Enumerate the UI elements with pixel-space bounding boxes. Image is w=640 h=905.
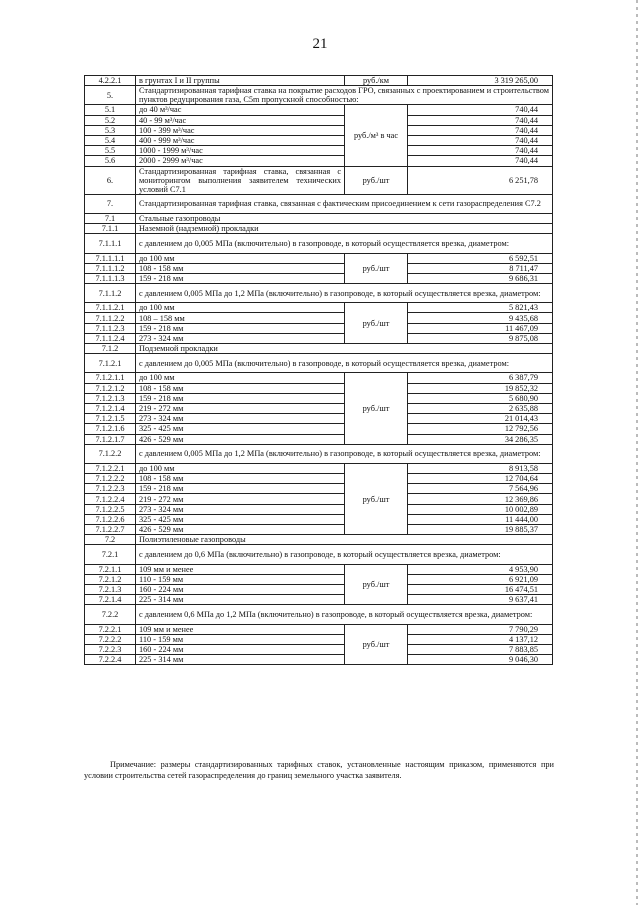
- row-value: 740,44: [408, 105, 553, 115]
- row-value: 7 790,29: [408, 624, 553, 634]
- table-row: [85, 595, 553, 605]
- row-code: 7.1.2.1.5: [85, 414, 136, 424]
- row-description: 325 - 425 мм: [136, 424, 345, 434]
- row-description: 108 - 158 мм: [136, 474, 345, 484]
- row-description: 400 - 999 м³/час: [136, 135, 345, 145]
- row-code: 7.: [85, 194, 136, 213]
- table-row: [85, 535, 553, 545]
- row-unit: руб./шт: [345, 564, 408, 605]
- row-code: 7.2.1.2: [85, 574, 136, 584]
- row-code: 7.1.2.2.2: [85, 474, 136, 484]
- row-value: 7 564,96: [408, 484, 553, 494]
- row-code: 7.2.2.2: [85, 634, 136, 644]
- row-code: 7.1.2.2.6: [85, 514, 136, 524]
- row-description: 159 - 218 мм: [136, 273, 345, 283]
- table-row: [85, 86, 553, 105]
- row-description: 100 - 399 м³/час: [136, 125, 345, 135]
- section-heading: с давлением 0,005 МПа до 1,2 МПа (включительно) в газопроводе, в который осуществляется врезка, диаметром:: [136, 444, 553, 463]
- table-row: [85, 504, 553, 514]
- row-description: 159 - 218 мм: [136, 393, 345, 403]
- table-row: [85, 166, 553, 194]
- section-heading: Наземной (надземной) прокладки: [136, 224, 553, 234]
- row-code: 7.1.1: [85, 224, 136, 234]
- row-value: 740,44: [408, 146, 553, 156]
- row-description: 219 - 272 мм: [136, 403, 345, 413]
- table-row: [85, 424, 553, 434]
- row-value: 9 686,31: [408, 273, 553, 283]
- row-description: 159 - 218 мм: [136, 323, 345, 333]
- row-description: 160 - 224 мм: [136, 584, 345, 594]
- row-code: 7.1.2.1.1: [85, 373, 136, 383]
- row-description: 2000 - 2999 м³/час: [136, 156, 345, 166]
- section-heading: Подземной прокладки: [136, 344, 553, 354]
- row-unit: руб./шт: [345, 463, 408, 534]
- row-description: Стандартизированная тарифная ставка, связанная с мониторингом выполнения заявителем технических условий С7.1: [136, 166, 345, 194]
- row-value: 6 921,09: [408, 574, 553, 584]
- page-number: 21: [312, 36, 328, 52]
- section-heading: Стандартизированная тарифная ставка на покрытие расходов ГРО, связанных с проектированием и строительством пунктов редуцирования газа, С5m пропускной способностью:: [136, 86, 553, 105]
- row-code: 7.1.1.1: [85, 234, 136, 253]
- row-code: 7.2.2: [85, 605, 136, 624]
- row-unit: руб./шт: [345, 303, 408, 344]
- row-description: 160 - 224 мм: [136, 644, 345, 654]
- row-value: 12 369,86: [408, 494, 553, 504]
- row-description: 426 - 529 мм: [136, 525, 345, 535]
- row-description: 273 - 324 мм: [136, 414, 345, 424]
- row-value: 740,44: [408, 115, 553, 125]
- table-row: [85, 434, 553, 444]
- section-heading: с давлением 0,6 МПа до 1,2 МПа (включительно) в газопроводе, в который осуществляется врезка, диаметром:: [136, 605, 553, 624]
- row-code: 7.1.2.2.1: [85, 463, 136, 473]
- row-value: 12 704,64: [408, 474, 553, 484]
- table-row: [85, 333, 553, 343]
- row-code: 5.5: [85, 146, 136, 156]
- row-description: 110 - 159 мм: [136, 574, 345, 584]
- row-description: до 100 мм: [136, 303, 345, 313]
- row-code: 7.2: [85, 535, 136, 545]
- row-value: 11 467,09: [408, 323, 553, 333]
- table-row: [85, 463, 553, 473]
- table-row: [85, 156, 553, 166]
- table-row: [85, 146, 553, 156]
- table-row: [85, 213, 553, 223]
- row-code: 7.2.2.1: [85, 624, 136, 634]
- row-code: 7.1: [85, 213, 136, 223]
- section-heading: с давлением до 0,005 МПа (включительно) в газопроводе, в который осуществляется врезка, диаметром:: [136, 354, 553, 373]
- table-row: [85, 444, 553, 463]
- row-description: до 100 мм: [136, 463, 345, 473]
- row-description: до 40 м³/час: [136, 105, 345, 115]
- row-code: 7.2.2.4: [85, 655, 136, 665]
- row-value: 8 711,47: [408, 263, 553, 273]
- row-description: 1000 - 1999 м³/час: [136, 146, 345, 156]
- row-code: 7.1.2.1: [85, 354, 136, 373]
- table-row: [85, 514, 553, 524]
- row-code: 7.1.1.2.2: [85, 313, 136, 323]
- table-row: [85, 393, 553, 403]
- row-description: 108 - 158 мм: [136, 263, 345, 273]
- table-row: [85, 273, 553, 283]
- row-code: 7.1.1.2.1: [85, 303, 136, 313]
- table-row: [85, 135, 553, 145]
- table-row: [85, 624, 553, 634]
- row-code: 5.3: [85, 125, 136, 135]
- row-code: 7.1.2.1.2: [85, 383, 136, 393]
- row-code: 7.1.2: [85, 344, 136, 354]
- row-code: 7.1.1.1.1: [85, 253, 136, 263]
- table-row: [85, 545, 553, 564]
- table-row: [85, 224, 553, 234]
- row-value: 11 444,00: [408, 514, 553, 524]
- row-code: 5.4: [85, 135, 136, 145]
- section-heading: с давлением 0,005 МПа до 1,2 МПа (включительно) в газопроводе, в который осуществляется врезка, диаметром:: [136, 284, 553, 303]
- row-value: 740,44: [408, 135, 553, 145]
- row-value: 7 883,85: [408, 644, 553, 654]
- row-value: 6 387,79: [408, 373, 553, 383]
- table-row: [85, 574, 553, 584]
- row-description: 225 - 314 мм: [136, 595, 345, 605]
- table-row: [85, 525, 553, 535]
- row-description: 108 - 158 мм: [136, 383, 345, 393]
- row-description: до 100 мм: [136, 253, 345, 263]
- row-description: 40 - 99 м³/час: [136, 115, 345, 125]
- row-code: 7.1.2.2.4: [85, 494, 136, 504]
- row-value: 19 885,37: [408, 525, 553, 535]
- row-code: 7.2.1: [85, 545, 136, 564]
- row-unit: руб./м³ в час: [345, 105, 408, 166]
- row-code: 7.2.1.4: [85, 595, 136, 605]
- row-description: 219 - 272 мм: [136, 494, 345, 504]
- table-row: [85, 125, 553, 135]
- table-row: [85, 655, 553, 665]
- table-row: [85, 76, 553, 86]
- row-value: 6 592,51: [408, 253, 553, 263]
- row-value: 34 286,35: [408, 434, 553, 444]
- table-row: [85, 344, 553, 354]
- row-value: 9 637,41: [408, 595, 553, 605]
- row-unit: руб./км: [345, 76, 408, 86]
- row-value: 4 953,90: [408, 564, 553, 574]
- table-row: [85, 584, 553, 594]
- row-value: 3 319 265,00: [408, 76, 553, 86]
- section-heading: Стандартизированная тарифная ставка, связанная с фактическим присоединением к сети газораспределения С7.2: [136, 194, 553, 213]
- row-value: 740,44: [408, 156, 553, 166]
- row-description: 159 - 218 мм: [136, 484, 345, 494]
- tariff-table: [84, 75, 553, 665]
- row-value: 9 435,68: [408, 313, 553, 323]
- table-row: [85, 253, 553, 263]
- row-code: 7.1.2.2: [85, 444, 136, 463]
- table-row: [85, 605, 553, 624]
- row-value: 19 852,32: [408, 383, 553, 393]
- row-description: 108 – 158 мм: [136, 313, 345, 323]
- row-code: 7.1.2.2.5: [85, 504, 136, 514]
- row-value: 12 792,56: [408, 424, 553, 434]
- row-code: 7.1.2.2.3: [85, 484, 136, 494]
- row-description: 110 - 159 мм: [136, 634, 345, 644]
- row-code: 7.1.2.1.7: [85, 434, 136, 444]
- table-row: [85, 494, 553, 504]
- table-row: [85, 194, 553, 213]
- row-code: 7.1.2.1.3: [85, 393, 136, 403]
- row-value: 2 635,88: [408, 403, 553, 413]
- row-code: 7.2.1.3: [85, 584, 136, 594]
- table-row: [85, 284, 553, 303]
- table-row: [85, 564, 553, 574]
- row-description: 225 - 314 мм: [136, 655, 345, 665]
- row-code: 7.2.2.3: [85, 644, 136, 654]
- footnote: Примечание: размеры стандартизированных тарифных ставок, установленные настоящим приказом, применяются при условии строительства сетей газораспределения до границ земельного участка заявителя.: [84, 760, 554, 780]
- row-code: 5.6: [85, 156, 136, 166]
- table-row: [85, 354, 553, 373]
- table-row: [85, 403, 553, 413]
- row-code: 4.2.2.1: [85, 76, 136, 86]
- row-code: 6.: [85, 166, 136, 194]
- table-row: [85, 474, 553, 484]
- row-unit: руб./шт: [345, 624, 408, 665]
- row-value: 5 821,43: [408, 303, 553, 313]
- row-value: 740,44: [408, 125, 553, 135]
- table-row: [85, 373, 553, 383]
- row-value: 9 875,08: [408, 333, 553, 343]
- row-value: 5 680,90: [408, 393, 553, 403]
- table-row: [85, 115, 553, 125]
- row-code: 7.1.1.1.2: [85, 263, 136, 273]
- section-heading: Стальные газопроводы: [136, 213, 553, 223]
- table-row: [85, 234, 553, 253]
- row-unit: руб./шт: [345, 166, 408, 194]
- row-code: 7.1.2.1.4: [85, 403, 136, 413]
- scan-edge: [636, 0, 638, 905]
- row-value: 8 913,58: [408, 463, 553, 473]
- table-row: [85, 303, 553, 313]
- row-description: 426 - 529 мм: [136, 434, 345, 444]
- row-code: 7.1.1.1.3: [85, 273, 136, 283]
- row-value: 6 251,78: [408, 166, 553, 194]
- table-row: [85, 105, 553, 115]
- table-row: [85, 484, 553, 494]
- row-description: 109 мм и менее: [136, 564, 345, 574]
- section-heading: с давлением до 0,005 МПа (включительно) в газопроводе, в который осуществляется врезка, диаметром:: [136, 234, 553, 253]
- row-code: 5.: [85, 86, 136, 105]
- row-description: 273 - 324 мм: [136, 333, 345, 343]
- row-code: 5.2: [85, 115, 136, 125]
- row-code: 7.1.2.1.6: [85, 424, 136, 434]
- row-code: 7.1.1.2.4: [85, 333, 136, 343]
- row-value: 9 046,30: [408, 655, 553, 665]
- row-unit: руб./шт: [345, 373, 408, 444]
- row-description: 325 - 425 мм: [136, 514, 345, 524]
- table-row: [85, 414, 553, 424]
- table-row: [85, 634, 553, 644]
- section-heading: Полиэтиленовые газопроводы: [136, 535, 553, 545]
- row-value: 16 474,51: [408, 584, 553, 594]
- row-description: 109 мм и менее: [136, 624, 345, 634]
- table-row: [85, 313, 553, 323]
- row-value: 21 014,43: [408, 414, 553, 424]
- row-description: в грунтах I и II группы: [136, 76, 345, 86]
- row-code: 7.2.1.1: [85, 564, 136, 574]
- table-row: [85, 263, 553, 273]
- row-description: до 100 мм: [136, 373, 345, 383]
- row-description: 273 - 324 мм: [136, 504, 345, 514]
- table-row: [85, 644, 553, 654]
- row-code: 5.1: [85, 105, 136, 115]
- row-code: 7.1.1.2.3: [85, 323, 136, 333]
- row-value: 4 137,12: [408, 634, 553, 644]
- row-code: 7.1.1.2: [85, 284, 136, 303]
- section-heading: с давлением до 0,6 МПа (включительно) в газопроводе, в который осуществляется врезка, диаметром:: [136, 545, 553, 564]
- row-unit: руб./шт: [345, 253, 408, 284]
- row-code: 7.1.2.2.7: [85, 525, 136, 535]
- row-value: 10 002,89: [408, 504, 553, 514]
- table-row: [85, 383, 553, 393]
- table-row: [85, 323, 553, 333]
